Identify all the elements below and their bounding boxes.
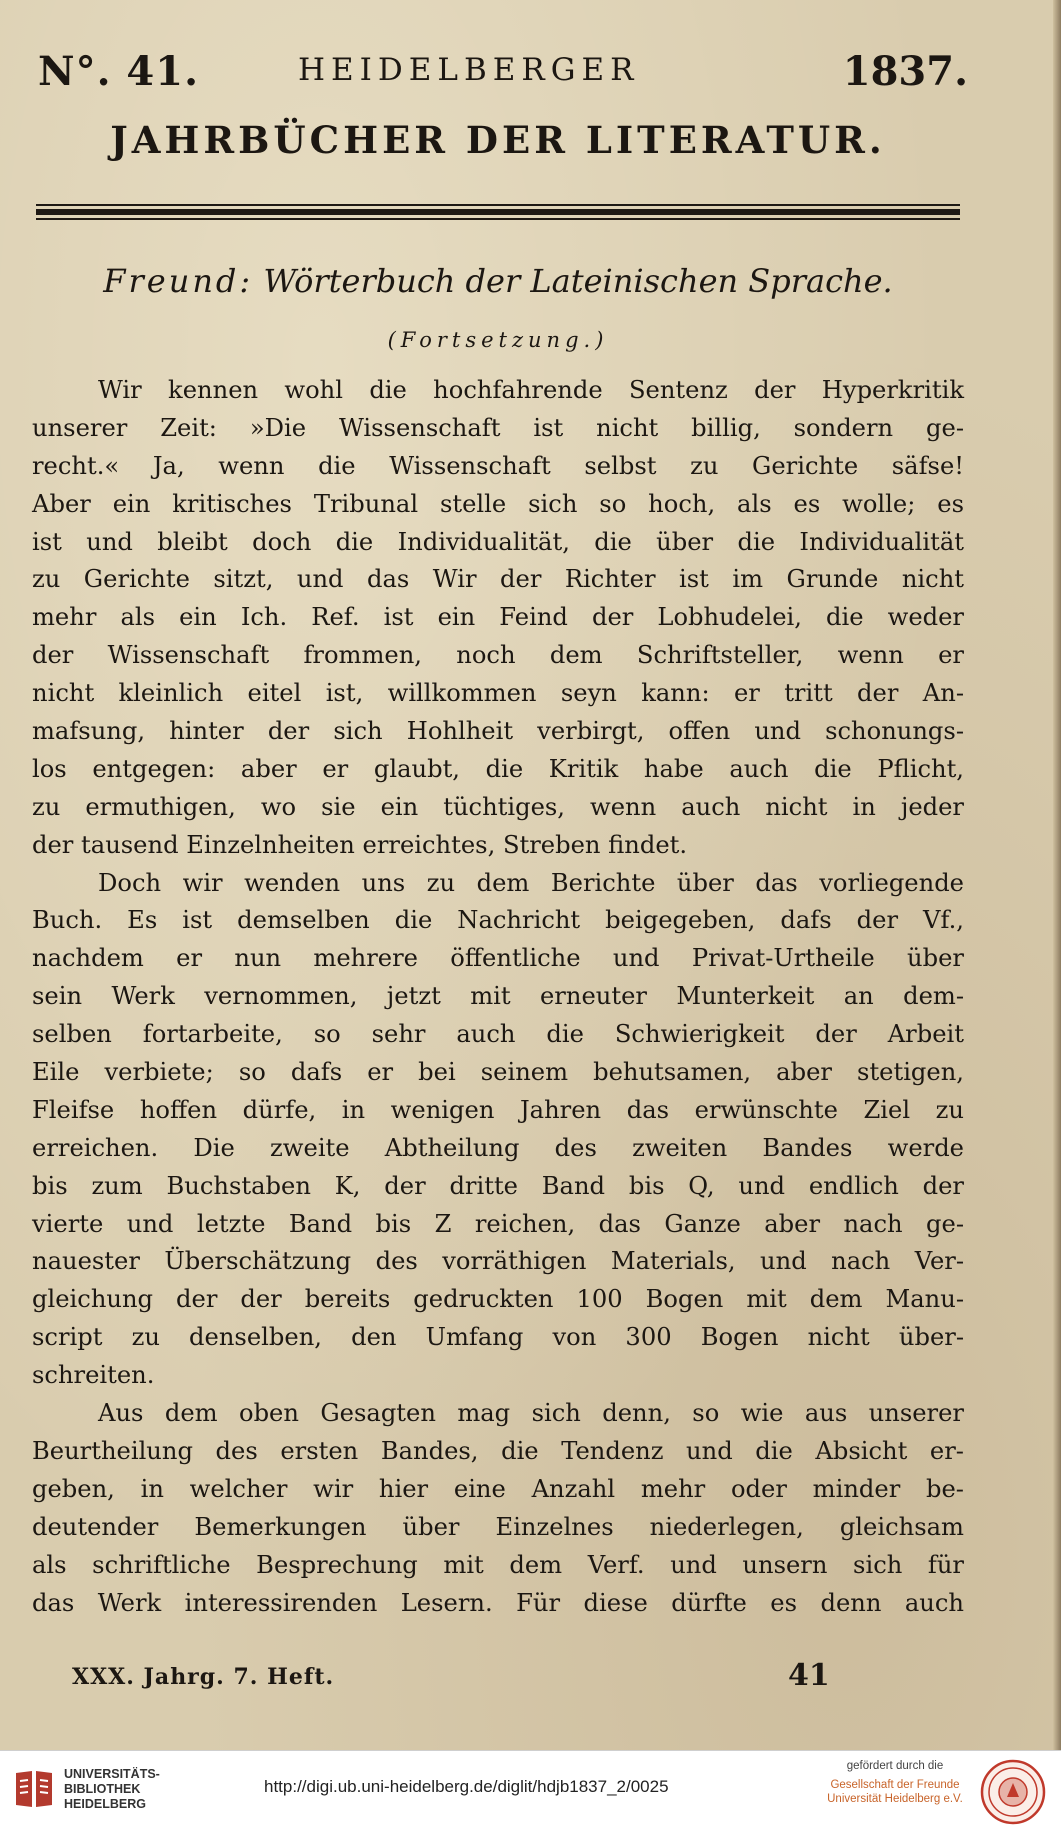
- text-line: recht.« Ja, wenn die Wissenschaft selbst zu Gerichte säfse!: [32, 451, 964, 480]
- text-line: deutender Bemerkungen über Einzelnes niederlegen, gleichsam: [32, 1512, 964, 1541]
- text-line: selben fortarbeite, so sehr auch die Schwierigkeit der Arbeit: [32, 1020, 964, 1049]
- text-line: erreichen. Die zweite Abtheilung des zweiten Bandes werde: [32, 1133, 964, 1162]
- text-line: sein Werk vernommen, jetzt mit erneuter Munterkeit an dem-: [32, 982, 964, 1011]
- volume-signature: XXX. Jahrg. 7. Heft.: [72, 1664, 335, 1690]
- funder-name-line2: Universität Heidelberg e.V.: [827, 1793, 963, 1805]
- text-line: der Wissenschaft frommen, noch dem Schriftsteller, wenn er: [32, 641, 964, 670]
- article-title: Wörterbuch der Lateinischen Sprache.: [263, 262, 893, 300]
- text-line: nauester Überschätzung des vorräthigen Materials, und nach Ver-: [32, 1247, 964, 1276]
- text-line: als schriftliche Besprechung mit dem Verf. und unsern sich für: [32, 1550, 964, 1579]
- text-line: mehr als ein Ich. Ref. ist ein Feind der Lobhudelei, die weder: [32, 603, 964, 632]
- article-author: Freund:: [103, 262, 254, 300]
- text-line: Beurtheilung des ersten Bandes, die Tendenz und die Absicht er-: [32, 1436, 964, 1465]
- text-line: vierte und letzte Band bis Z reichen, das Ganze aber nach ge-: [32, 1209, 964, 1238]
- text-line: bis zum Buchstaben K, der dritte Band bis Q, und endlich der: [32, 1171, 964, 1200]
- text-line: Buch. Es ist demselben die Nachricht beigegeben, dafs der Vf.,: [32, 906, 964, 935]
- text-line: script zu denselben, den Umfang von 300 Bogen nicht über-: [32, 1323, 964, 1352]
- page-number: 41: [788, 1658, 830, 1693]
- library-name-line1: UNIVERSITÄTS-: [64, 1767, 160, 1781]
- text-line: los entgegen: aber er glaubt, die Kritik habe auch die Pflicht,: [32, 754, 964, 783]
- funded-by-label: gefördert durch die: [846, 1760, 944, 1772]
- text-line: zu Gerichte sitzt, und das Wir der Richter ist im Grunde nicht: [32, 565, 964, 594]
- journal-name: HEIDELBERGER: [298, 52, 640, 88]
- header-rule-bottom: [36, 218, 960, 220]
- ub-heidelberg-logo-icon: [10, 1765, 58, 1813]
- text-line: ist und bleibt doch die Individualität, die über die Individualität: [32, 527, 964, 556]
- paper-edge: [1053, 0, 1061, 1750]
- text-line: Eile verbiete; so dafs er bei seinem behutsamen, aber stetigen,: [32, 1058, 964, 1087]
- text-line: geben, in welcher wir hier eine Anzahl mehr oder minder be-: [32, 1474, 964, 1503]
- text-line: nachdem er nun mehrere öffentliche und Privat-Urtheile über: [32, 944, 964, 973]
- issue-number: N°. 41.: [38, 48, 200, 95]
- text-line: zu ermuthigen, wo sie ein tüchtiges, wenn auch nicht in jeder: [32, 792, 964, 821]
- text-line: nicht kleinlich eitel ist, willkommen seyn kann: er tritt der An-: [32, 679, 964, 708]
- issue-year: 1837.: [842, 48, 968, 95]
- text-line: Wir kennen wohl die hochfahrende Sentenz der Hyperkritik: [98, 376, 964, 404]
- text-line: das Werk interessirenden Lesern. Für diese dürfte es denn auch: [32, 1588, 964, 1617]
- text-line: gleichung der der bereits gedruckten 100 Bogen mit dem Manu-: [32, 1285, 964, 1314]
- text-line: der tausend Einzelnheiten erreichtes, Streben findet.: [32, 830, 688, 859]
- library-name-line2: BIBLIOTHEK: [64, 1782, 141, 1796]
- page-footer: [72, 1658, 832, 1698]
- text-line: schreiten.: [32, 1361, 155, 1390]
- text-line: Aus dem oben Gesagten mag sich denn, so wie aus unserer: [98, 1399, 964, 1428]
- text-line: unserer Zeit: »Die Wissenschaft ist nicht billig, sondern ge-: [32, 413, 964, 442]
- funder-name-line1: Gesellschaft der Freunde: [830, 1779, 960, 1791]
- permalink-url[interactable]: http://digi.ub.uni-heidelberg.de/diglit/hdjb1837_2/0025: [264, 1777, 669, 1796]
- text-line: Doch wir wenden uns zu dem Berichte über das vorliegende: [98, 868, 964, 897]
- digitization-bar: [0, 1750, 1061, 1827]
- text-line: mafsung, hinter der sich Hohlheit verbirgt, offen und schonungs-: [32, 717, 964, 746]
- library-name-line3: HEIDELBERG: [64, 1797, 146, 1811]
- text-line: Fleifse hoffen dürfe, in wenigen Jahren das erwünschte Ziel zu: [32, 1095, 964, 1124]
- journal-subtitle: JAHRBÜCHER DER LITERATUR.: [110, 118, 886, 162]
- text-line: Aber ein kritisches Tribunal stelle sich so hoch, als es wolle; es: [32, 489, 964, 518]
- header-rule-top: [36, 204, 960, 206]
- article-heading: [28, 262, 968, 300]
- library-name: [64, 1767, 160, 1812]
- continuation-note: (Fortsetzung.): [387, 328, 609, 352]
- university-seal-icon: [980, 1759, 1046, 1825]
- masthead: [28, 48, 968, 108]
- funding-note: [820, 1759, 970, 1806]
- article-body: [32, 372, 964, 1622]
- header-rule-thick: [36, 209, 960, 215]
